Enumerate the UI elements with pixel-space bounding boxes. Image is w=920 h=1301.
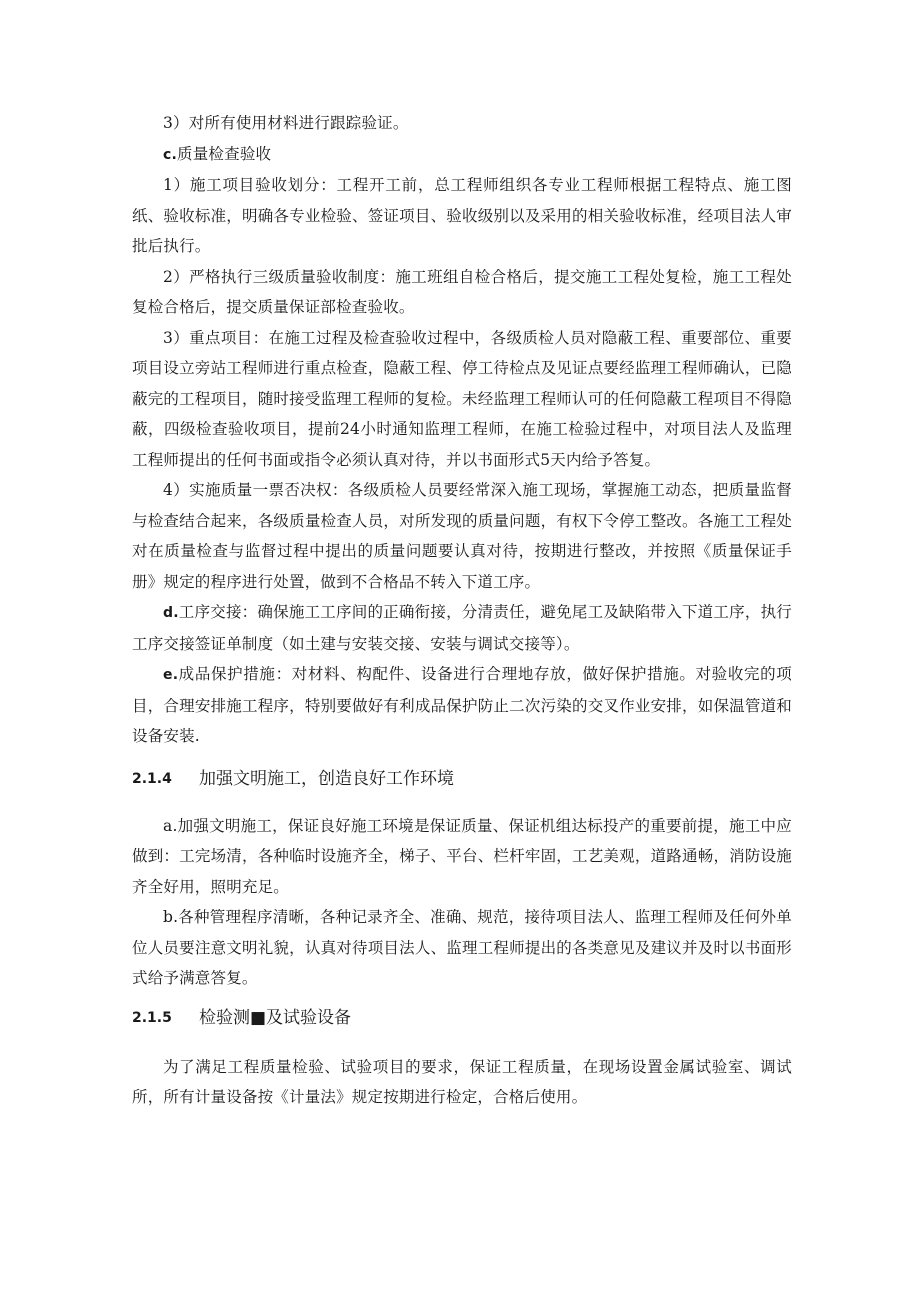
paragraph-material-tracking: 3）对所有使用材料进行跟踪验证。	[163, 114, 409, 132]
section-d-text: 工序交接：确保施工工序间的正确衔接，分清责任，避免尾工及缺陷带入下道工序，执行工序交接签证单制度（如土建与安装交接、安装与调试交接等）。	[132, 603, 792, 653]
document-page	[132, 108, 792, 1113]
section-title: 检验测■及试验设备	[199, 1007, 352, 1028]
paragraph-215: 为了满足工程质量检验、试验项目的要求，保证工程质量，在现场设置金属试验室、调试所，所有计量设备按《计量法》规定按期进行检定，合格后使用。	[132, 1057, 792, 1106]
paragraph-c-item-4: 4）实施质量一票否决权：各级质检人员要经常深入施工现场，掌握施工动态，把质量监督与检查结合起来，各级质量检查人员，对所发现的质量问题，有权下令停工整改。各施工工程处对在质量检查与监督过程中提出的质量问题要认真对待，按期进行整改，并按照《质量保证手册》规定的程序进行处置，做到不合格品不转入下道工序。	[132, 481, 792, 591]
section-number: 2.1.5	[132, 1009, 172, 1026]
paragraph-214-b: b.各种管理程序清晰，各种记录齐全、准确、规范，接待项目法人、监理工程师及任何外单位人员要注意文明礼貌，认真对待项目法人、监理工程师提出的各类意见及建议并及时以书面形式给予满意答复。	[132, 908, 792, 987]
section-c-title	[132, 139, 792, 171]
paragraph-214-a: a.加强文明施工，保证良好施工环境是保证质量、保证机组达标投产的重要前提，施工中应做到：工完场清，各种临时设施齐全，梯子、平台、栏杆牢固，工艺美观，道路通畅，消防设施齐全好用，照明充足。	[132, 816, 792, 896]
paragraph-d	[132, 597, 792, 659]
section-e-label: e.	[163, 667, 179, 683]
paragraph-c-item-1: 1）施工项目验收划分：工程开工前，总工程师组织各专业工程师根据工程特点、施工图纸、验收标准，明确各专业检验、签证项目、验收级别以及采用的相关验收标准，经项目法人审批后执行。	[132, 176, 792, 255]
section-heading-2-1-4	[132, 759, 792, 799]
section-d-label: d.	[163, 605, 179, 621]
section-title: 加强文明施工，创造良好工作环境	[199, 768, 454, 789]
paragraph-c-item-2: 2）严格执行三级质量验收制度：施工班组自检合格后，提交施工工程处复检，施工工程处复检合格后，提交质量保证部检查验收。	[132, 267, 792, 316]
section-c-label: c.	[163, 146, 178, 163]
section-number: 2.1.4	[132, 770, 172, 787]
section-c-title-text: 质量检查验收	[177, 144, 272, 163]
section-heading-2-1-5	[132, 998, 792, 1038]
paragraph-c-item-3: 3）重点项目：在施工过程及检查验收过程中，各级质检人员对隐蔽工程、重要部位、重要项目设立旁站工程师进行重点检查，隐蔽工程、停工待检点及见证点要经监理工程师确认，已隐蔽完的工程项目，随时接受监理工程师的复检。未经监理工程师认可的任何隐蔽工程项目不得隐蔽，四级检查验收项目，提前24小时通知监理工程师，在施工检验过程中，对项目法人及监理工程师提出的任何书面或指令必须认真对待，并以书面形式5天内给予答复。	[132, 328, 792, 469]
paragraph-e	[132, 659, 792, 752]
section-e-text: 成品保护措施：对材料、构配件、设备进行合理地存放，做好保护措施。对验收完的项目，合理安排施工程序，特别要做好有利成品保护防止二次污染的交叉作业安排，如保温管道和设备安装.	[132, 665, 792, 745]
